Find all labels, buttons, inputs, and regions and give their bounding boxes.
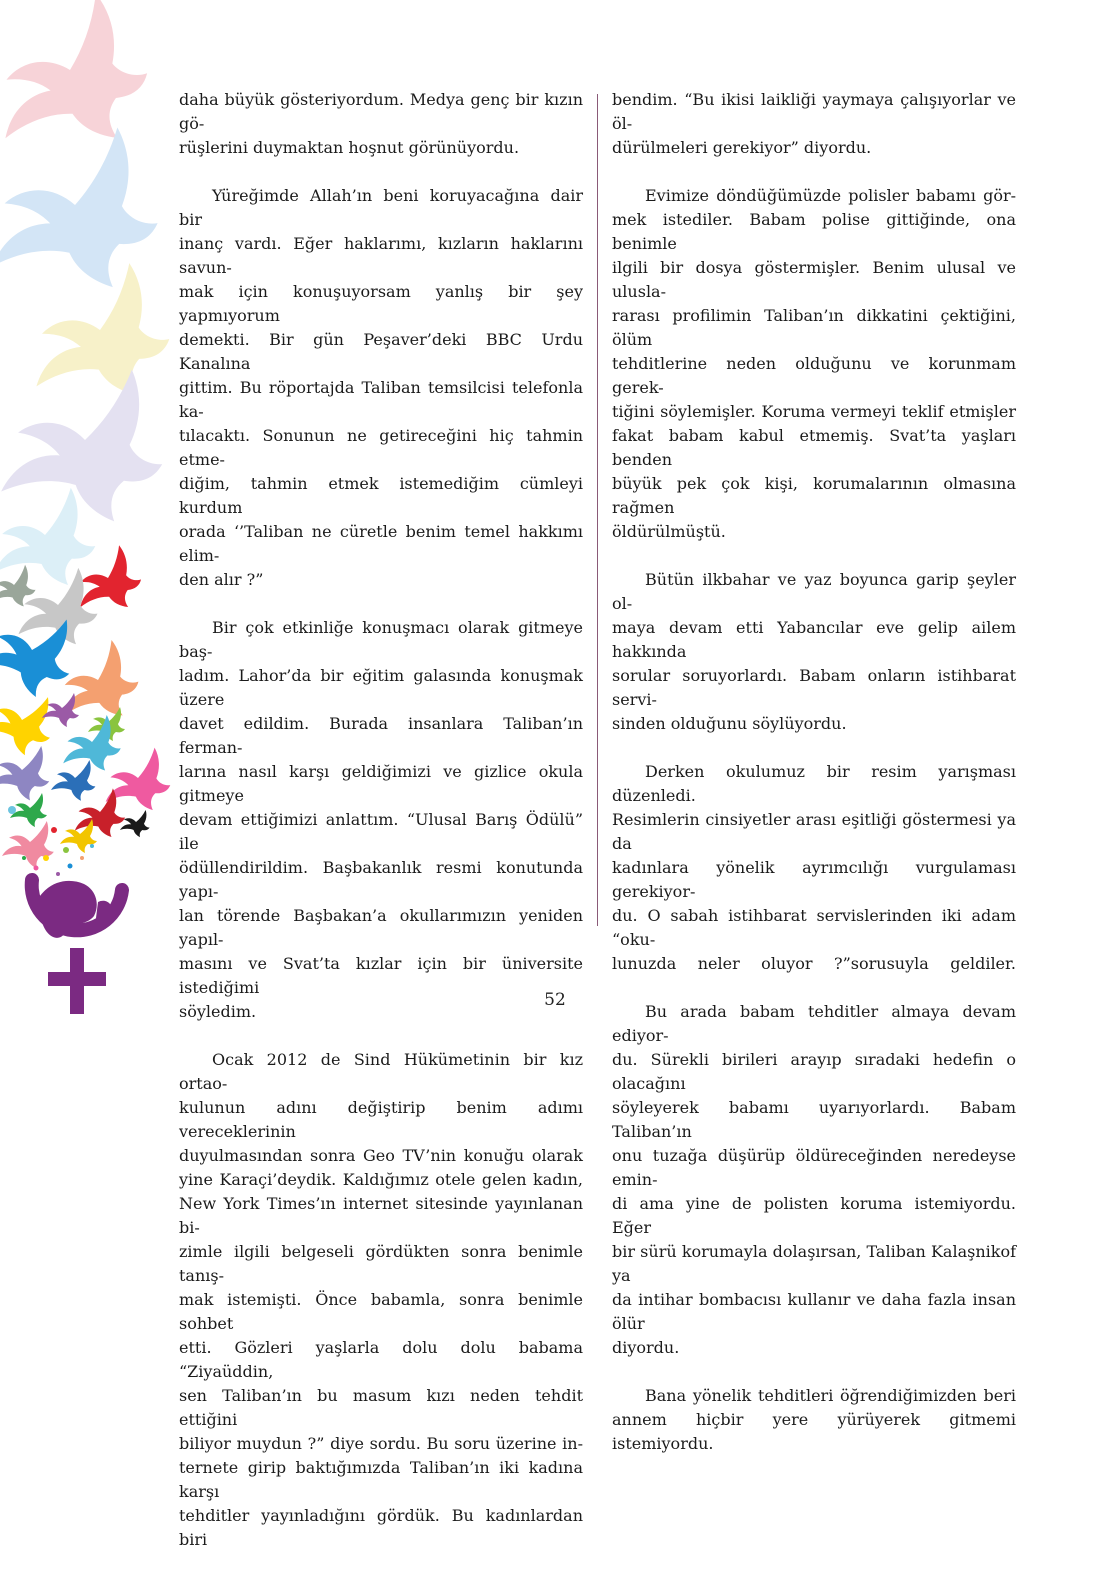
- text-line: di ama yine de polisten koruma istemiyordu. Eğer: [612, 1194, 1016, 1237]
- text-line: Bir çok etkinliğe konuşmacı olarak gitmeye baş-: [179, 618, 583, 661]
- text-line: onu tuzağa düşürüp öldüreceğinden neredeyse emin-: [612, 1146, 1016, 1189]
- blue-dove-icon: [51, 760, 95, 801]
- paragraph: [612, 1384, 1016, 1456]
- text-line: söyleyerek babamı uyarıyorlardı. Babam Taliban’ın: [612, 1098, 1016, 1141]
- black-dove-icon: [120, 810, 150, 837]
- text-line: ilgili bir dosya göstermişler. Benim ulusal ve ulusla-: [612, 258, 1016, 301]
- text-line: ladım. Lahor’da bir eğitim galasında konuşmak üzere: [179, 666, 583, 709]
- text-line: Evimize döndüğümüzde polisler babamı gör-: [645, 186, 1016, 205]
- text-line: yine Karaçi’deydik. Kaldığımız otele gelen kadın,: [179, 1170, 583, 1189]
- page-number: 52: [544, 990, 566, 1010]
- pale-dove-icon: [0, 368, 167, 531]
- paragraph: [612, 88, 1016, 160]
- paragraph: [179, 88, 583, 160]
- text-line: lunuzda neler oluyor ?”sorusuyla geldiler.: [612, 954, 1016, 973]
- yellow-dove-icon: [0, 687, 57, 759]
- text-line: mek istediler. Babam polise gittiğinde, ona benimle: [612, 210, 1016, 253]
- text-line: büyük pek çok kişi, korumalarının olmasına rağmen: [612, 474, 1016, 517]
- text-line: Resimlerin cinsiyetler arası eşitliği göstermesi ya da: [612, 810, 1016, 853]
- text-line: du. O sabah istihbarat servislerinden iki adam “oku-: [612, 906, 1016, 949]
- text-line: gittim. Bu röportajda Taliban temsilcisi telefonla ka-: [179, 378, 583, 421]
- text-line: kulunun adını değiştirip benim adımı vereceklerinin: [179, 1098, 583, 1141]
- text-line: mak istemişti. Önce babamla, sonra benimle sohbet: [179, 1290, 583, 1333]
- text-line: demekti. Bir gün Peşaver’deki BBC Urdu Kanalına: [179, 330, 583, 373]
- column-divider: [597, 94, 598, 926]
- pale-dove-icon: [0, 0, 164, 174]
- text-line: inanç vardı. Eğer haklarımı, kızların haklarını savun-: [179, 234, 583, 277]
- left-text-column: [179, 88, 583, 1576]
- text-line: diğim, tahmin etmek istemediğim cümleyi kurdum: [179, 474, 583, 517]
- text-line: Bu arada babam tehditler almaya devam ediyor-: [612, 1002, 1016, 1045]
- text-line: sen Taliban’ın bu masum kızı neden tehdit ettiğini: [179, 1386, 583, 1429]
- text-line: annem hiçbir yere yürüyerek gitmemi istemiyordu.: [612, 1410, 1016, 1453]
- text-line: Ocak 2012 de Sind Hükümetinin bir kız ortao-: [179, 1050, 583, 1093]
- text-line: tılacaktı. Sonunun ne getireceğini hiç tahmin etme-: [179, 426, 583, 469]
- text-line: rarası profilimin Taliban’ın dikkatini çektiğini, ölüm: [612, 306, 1016, 349]
- text-line: tehditlerine neden olduğunu ve korunmam gerek-: [612, 354, 1016, 397]
- paragraph: [612, 568, 1016, 736]
- text-line: rüşlerini duymaktan hoşnut görünüyordu.: [179, 138, 520, 157]
- text-line: sinden olduğunu söylüyordu.: [612, 714, 847, 733]
- text-line: ternete girip baktığımızda Taliban’ın iki kadına karşı: [179, 1458, 583, 1501]
- doves-and-female-symbol-illustration: [0, 0, 175, 1054]
- text-line: Yüreğimde Allah’ın beni koruyacağına dair bir: [179, 186, 583, 229]
- text-line: davet edildim. Burada insanlara Taliban’ın ferman-: [179, 714, 583, 757]
- text-line: dürülmeleri gerekiyor” diyordu.: [612, 138, 872, 157]
- paragraph: [179, 1048, 583, 1552]
- paragraph: [612, 184, 1016, 544]
- text-line: kadınlara yönelik ayrımcılığı vurgulaması gerekiyor-: [612, 858, 1016, 901]
- text-line: biliyor muydun ?” diye sordu. Bu soru üzerine in-: [179, 1434, 583, 1453]
- text-line: bir sürü korumayla dolaşırsan, Taliban Kalaşnikof ya: [612, 1242, 1016, 1285]
- text-line: devam ettiğimizi anlattım. “Ulusal Barış Ödülü” ile: [179, 810, 583, 853]
- text-line: ödüllendirildim. Başbakanlık resmi konutunda yapı-: [179, 858, 583, 901]
- text-line: masını ve Svat’ta kızlar için bir üniversite istediğimi: [179, 954, 583, 997]
- text-line: Derken okulumuz bir resim yarışması düzenledi.: [612, 762, 1016, 805]
- pink-dove-icon: [2, 821, 54, 869]
- text-line: lan törende Başbakan’a okullarımızın yeniden yapıl-: [179, 906, 583, 949]
- text-line: New York Times’ın internet sitesinde yayınlanan bi-: [179, 1194, 583, 1237]
- pale-dove-icon: [0, 123, 167, 307]
- text-line: mak için konuşuyorsam yanlış bir şey yapmıyorum: [179, 282, 583, 325]
- text-line: zimle ilgili belgeseli gördükten sonra benimle tanış-: [179, 1242, 583, 1285]
- text-line: da intihar bombacısı kullanır ve daha fazla insan ölür: [612, 1290, 1016, 1333]
- text-line: tiğini söylemişler. Koruma vermeyi teklif etmişler: [612, 402, 1016, 421]
- text-line: duyulmasından sonra Geo TV’nin konuğu olarak: [179, 1146, 583, 1165]
- text-line: bendim. “Bu ikisi laikliği yaymaya çalışıyorlar ve öl-: [612, 90, 1016, 133]
- right-text-column: [612, 88, 1016, 1480]
- text-line: Bana yönelik tehditleri öğrendiğimizden beri: [645, 1386, 1016, 1405]
- text-line: sorular soruyorlardı. Babam onların istihbarat servi-: [612, 666, 1016, 709]
- text-line: den alır ?”: [179, 570, 264, 589]
- paragraph: [179, 616, 583, 1024]
- text-line: larına nasıl karşı geldiğimizi ve gizlice okula gitmeye: [179, 762, 583, 805]
- text-line: orada ‘’Taliban ne cüretle benim temel hakkımı elim-: [179, 522, 583, 565]
- text-line: diyordu.: [612, 1338, 680, 1357]
- text-line: daha büyük gösteriyordum. Medya genç bir kızın gö-: [179, 90, 583, 133]
- paragraph: [612, 760, 1016, 976]
- text-line: söyledim.: [179, 1002, 257, 1021]
- text-line: öldürülmüştü.: [612, 522, 726, 541]
- pale-dove-icon: [12, 258, 175, 419]
- paragraph: [612, 1000, 1016, 1360]
- text-line: tehditler yayınladığını gördük. Bu kadınlardan biri: [179, 1506, 583, 1549]
- text-line: du. Sürekli birileri arayıp sıradaki hedefin o olacağını: [612, 1050, 1016, 1093]
- text-line: etti. Gözleri yaşlarla dolu dolu babama “Ziyaüddin,: [179, 1338, 583, 1381]
- text-line: fakat babam kabul etmemiş. Svat’ta yaşları benden: [612, 426, 1016, 469]
- text-line: Bütün ilkbahar ve yaz boyunca garip şeyler ol-: [612, 570, 1016, 613]
- paragraph: [179, 184, 583, 592]
- text-line: maya devam etti Yabancılar eve gelip ailem hakkında: [612, 618, 1016, 661]
